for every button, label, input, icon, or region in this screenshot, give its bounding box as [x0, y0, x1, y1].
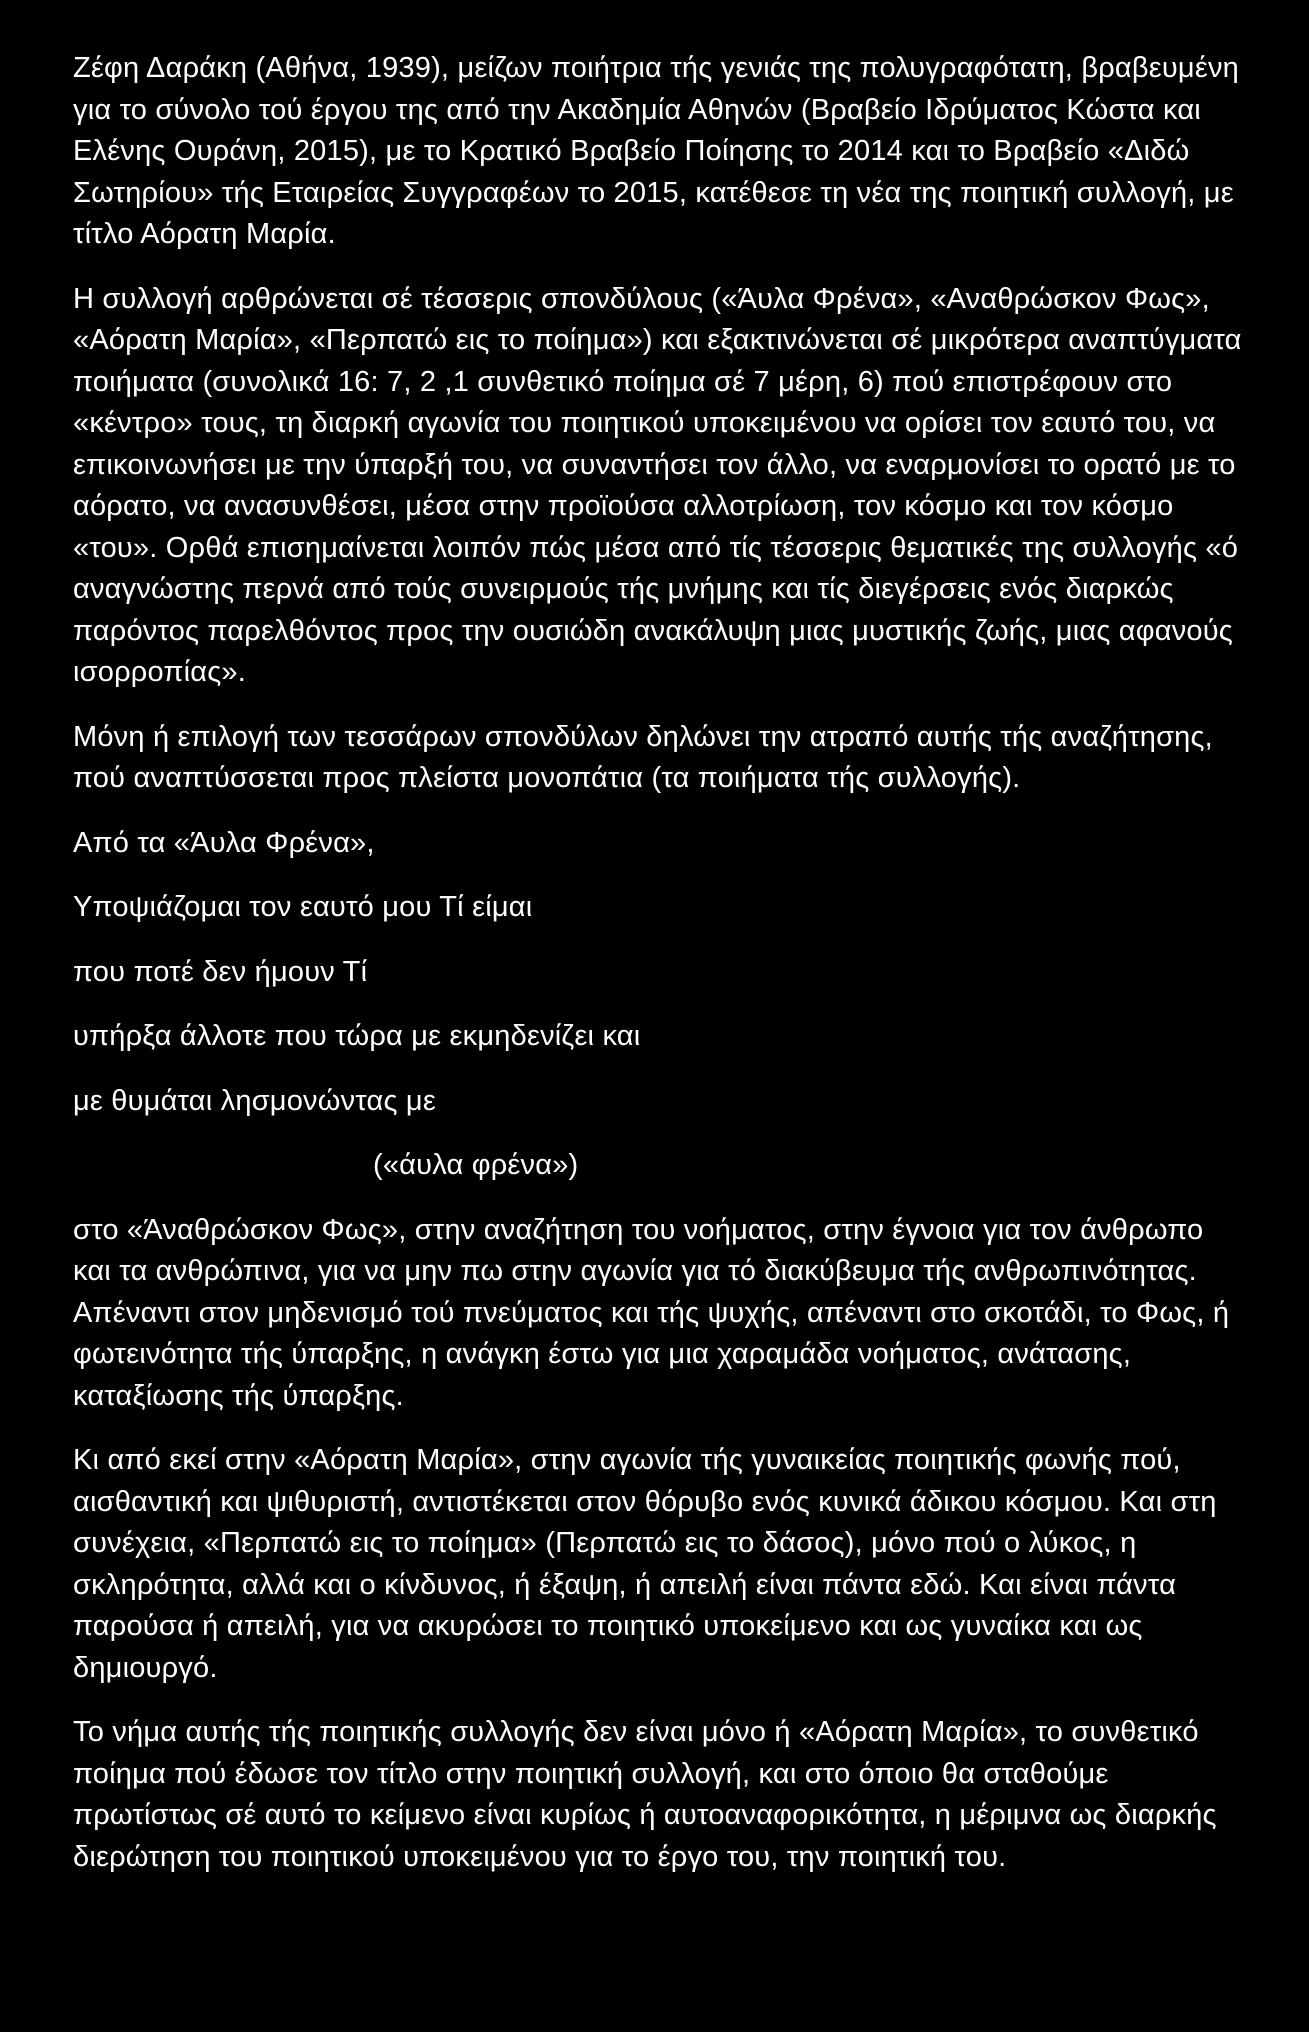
verse-source: («άυλα φρένα»)	[373, 1149, 579, 1181]
intro-paragraph: Ζέφη Δαράκη (Αθήνα, 1939), μείζων ποιήτρια τής γενιάς της πολυγραφότατη, βραβευμένη για το σύνολο τού έργου της από την Ακαδημία Αθηνών (Βραβείο Ιδρύματος Κώστα και Ελένης Ουράνη, 2015), με το Κρατικό Βραβείο Ποίησης το 2014 και το Βραβείο «Διδώ Σωτηρίου» τής Εταιρείας Συγγραφέων το 2015, κατέθεσε τη νέα της ποιητική συλλογή, με τίτλο Αόρατη Μαρία.	[73, 52, 1239, 250]
verse-line: Υποψιάζομαι τον εαυτό μου Τί είμαι	[73, 891, 533, 923]
excerpt-intro: Από τα «Άυλα Φρένα»,	[73, 826, 375, 859]
structure-paragraph: Η συλλογή αρθρώνεται σέ τέσσερις σπονδύλους («Άυλα Φρένα», «Αναθρώσκον Φως», «Αόρατη Μαρία», «Περπατώ εις το ποίημα») και εξακτινώνεται σέ μικρότερα αναπτύγματα ποιήματα (συνολικά 16: 7, 2 ,1 συνθετικό ποίημα σέ 7 μέρη, 6) πού επιστρέφουν στο «κέντρο» τους, τη διαρκή αγωνία του ποιητικού υποκειμένου να ορίσει τον εαυτό του, να επικοινωνήσει με την ύπαρξή του, να συναντήσει τον άλλο, να εναρμονίσει το ορατό με το αόρατο, να ανασυνθέσει, μέσα στην προϊούσα αλλοτρίωση, τον κόσμο και τον κόσμο «του». Ορθά επισημαίνεται λοιπόν πώς μέσα από τίς τέσσερις θεματικές της συλλογής «ό αναγνώστης περνά από τούς συνειρμούς τής μνήμης και τίς διεγέρσεις ενός διαρκώς παρόντος παρελθόντος προς την ουσιώδη ανακάλυψη μιας μυστικής ζωής, μιας αφανούς ισορροπίας».	[73, 282, 1242, 688]
light-section-paragraph: στο «Άναθρώσκον Φως», στην αναζήτηση του νοήματος, στην έγνοια για τον άνθρωπο και τα ανθρώπινα, για να μην πω στην αγωνία για τό διακύβευμα τής ανθρωπινότητας. Απέναντι στον μηδενισμό τού πνεύματος και τής ψυχής, απέναντι στο σκοτάδι, το Φως, ή φωτεινότητα τής ύπαρξης, η ανάγκη έστω για μια χαραμάδα νοήματος, ανάτασης, καταξίωσης τής ύπαρξης.	[73, 1213, 1230, 1412]
sections-paragraph: Μόνη ή επιλογή των τεσσάρων σπονδύλων δηλώνει την ατραπό αυτής τής αναζήτησης, πού αναπτύσσεται προς πλείστα μονοπάτια (τα ποιήματα τής συλλογής).	[73, 720, 1213, 794]
maria-section-paragraph: Κι από εκεί στην «Αόρατη Μαρία», στην αγωνία τής γυναικείας ποιητικής φωνής πού, αισθαντική και ψιθυριστή, αντιστέκεται στον θόρυβο ενός κυνικά άδικου κόσμου. Και στη συνέχεια, «Περπατώ εις το ποίημα» (Περπατώ εις το δάσος), μόνο πού ο λύκος, η σκληρότητα, αλλά και ο κίνδυνος, ή έξαψη, ή απειλή είναι πάντα εδώ. Και είναι πάντα παρούσα ή απειλή, για να ακυρώσει το ποιητικό υποκείμενο και ως γυναίκα και ως δημιουργό.	[73, 1444, 1217, 1684]
article-body	[73, 48, 1243, 1901]
verse-line: υπήρξα άλλοτε που τώρα με εκμηδενίζει και	[73, 1020, 641, 1052]
verse-line: με θυμάται λησμονώντας με	[73, 1084, 436, 1117]
verse-line: που ποτέ δεν ήμουν Τί	[73, 955, 368, 988]
thread-paragraph: Το νήμα αυτής τής ποιητικής συλλογής δεν είναι μόνο ή «Αόρατη Μαρία», το συνθετικό ποίημα πού έδωσε τον τίτλο στην ποιητική συλλογή, και στο όποιο θα σταθούμε πρωτίστως σέ αυτό το κείμενο είναι κυρίως ή αυτοαναφορικότητα, η μέριμνα ως διαρκής διερώτηση του ποιητικού υποκειμένου για το έργο του, την ποιητική του.	[73, 1716, 1217, 1873]
